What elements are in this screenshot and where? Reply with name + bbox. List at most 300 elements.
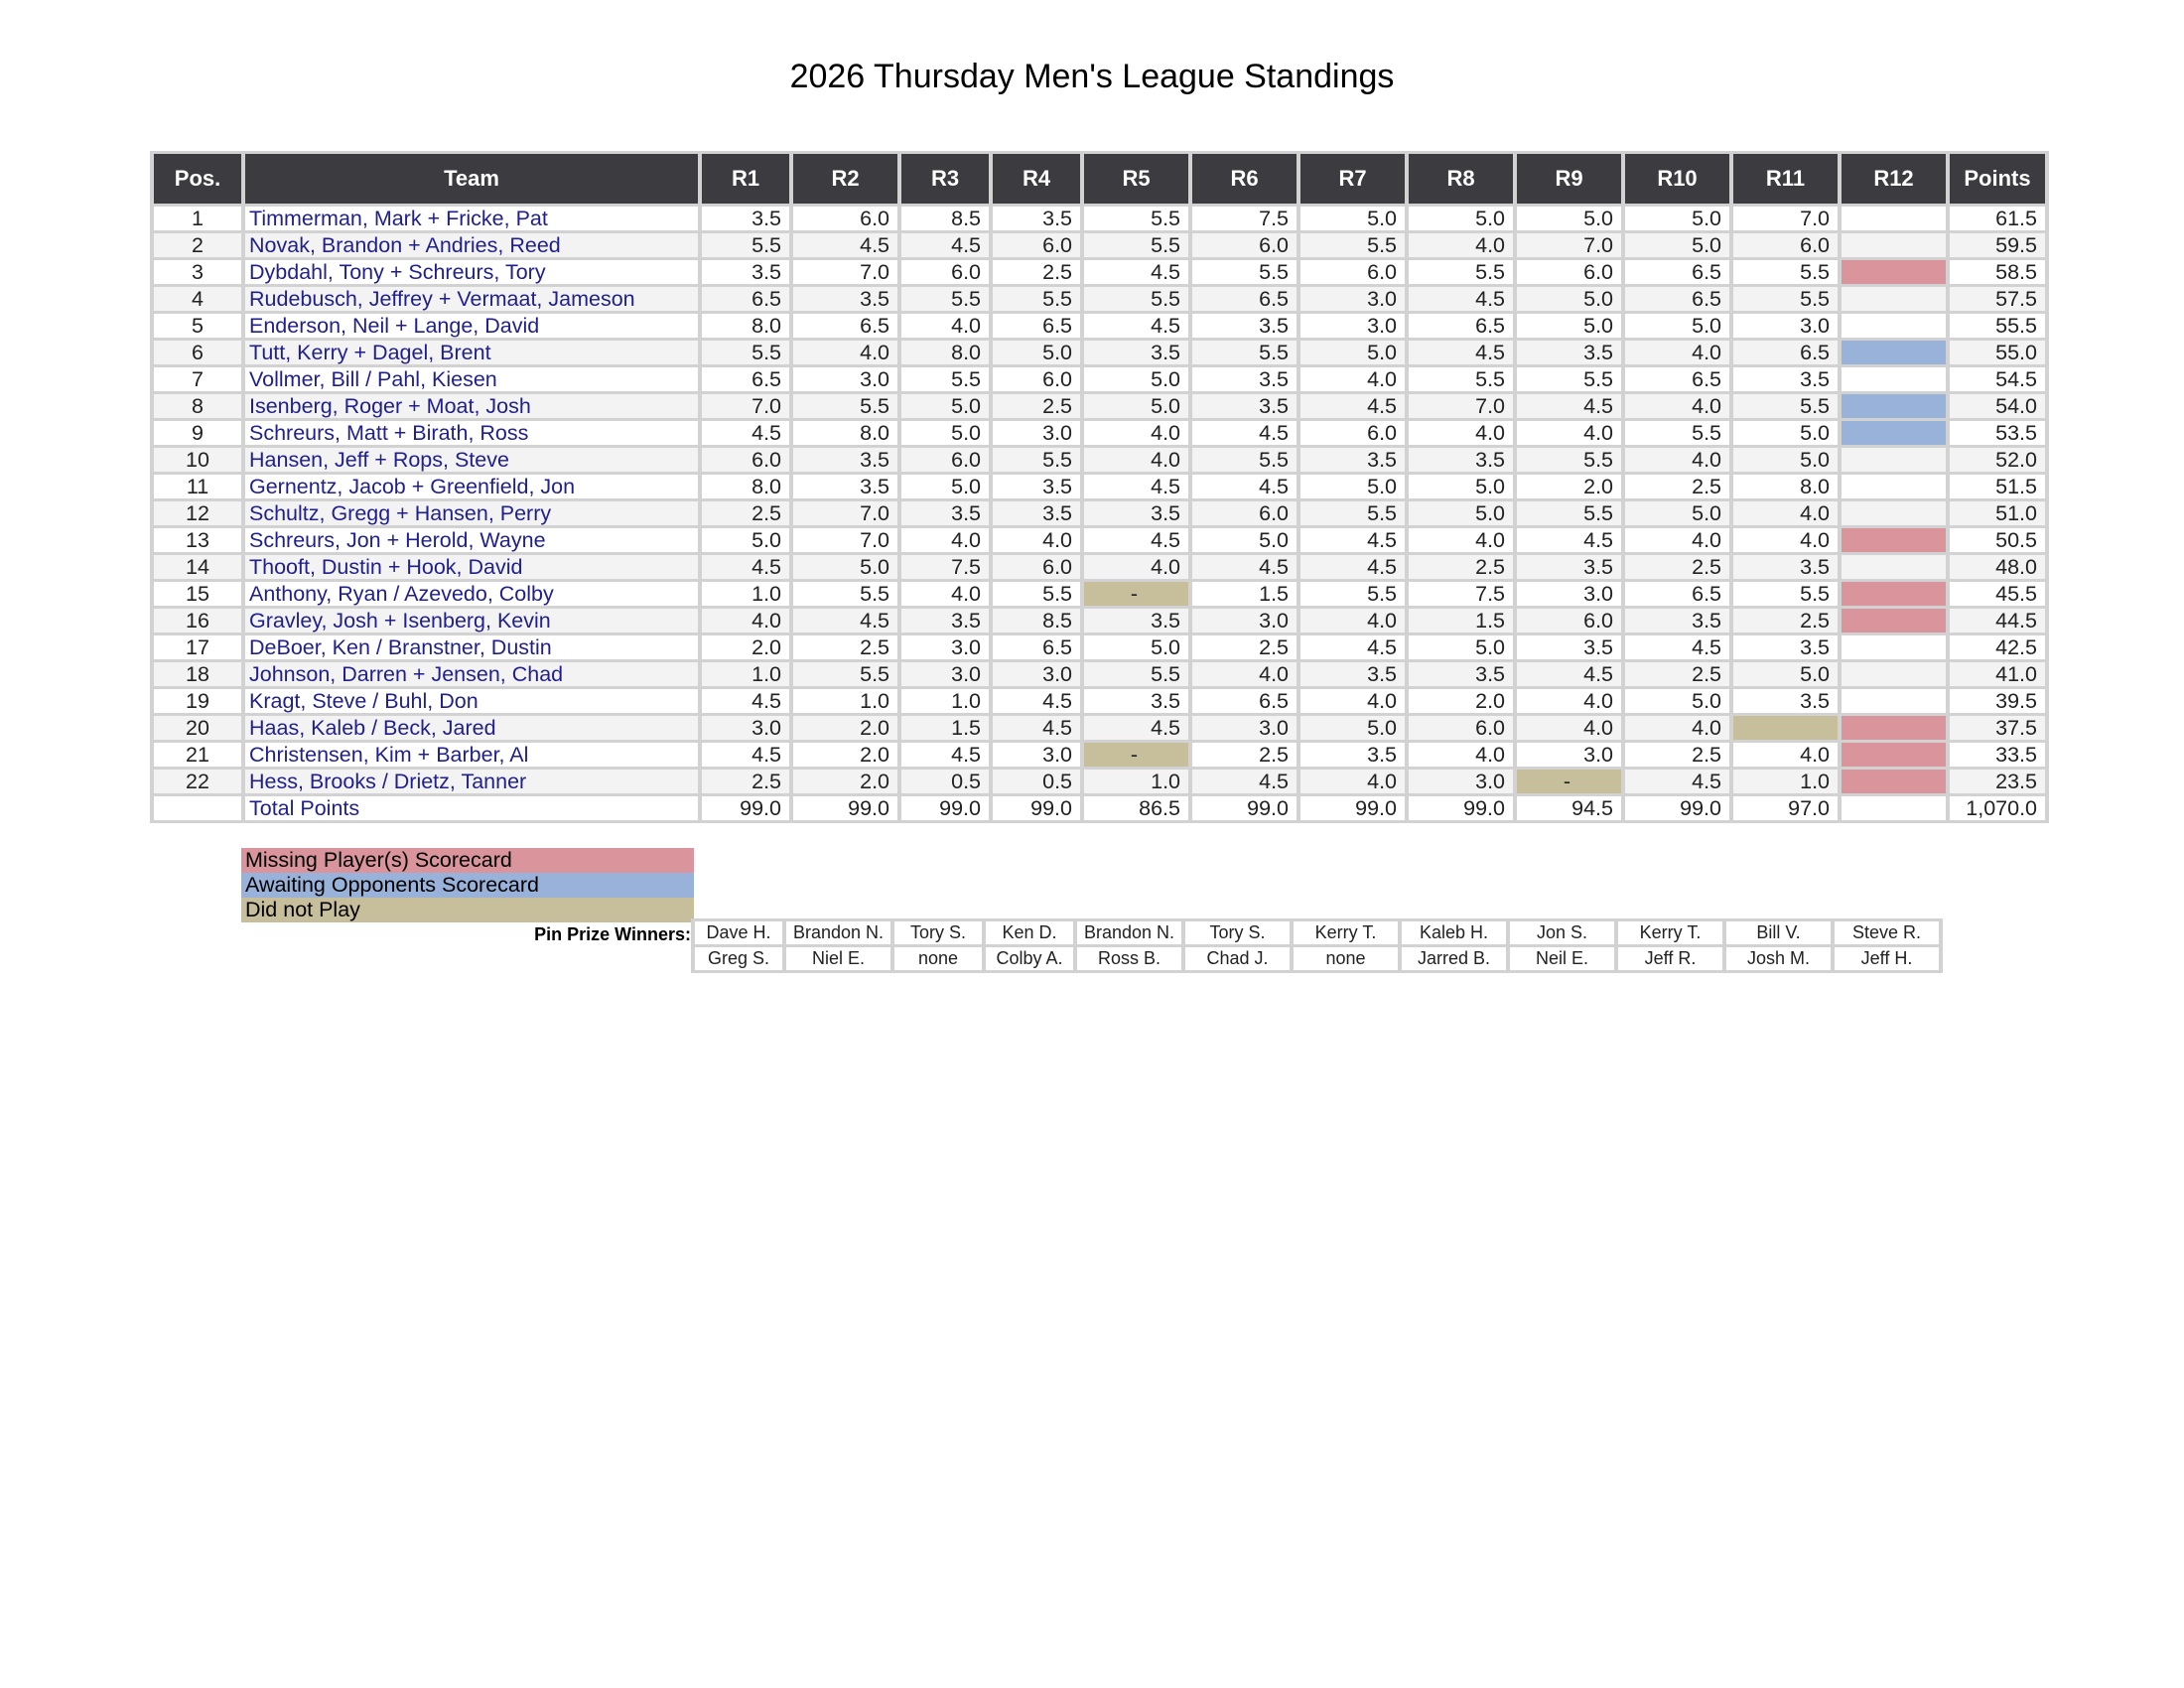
round-score-cell [1842, 314, 1946, 338]
round-score-cell: 3.0 [993, 421, 1080, 445]
round-score-cell: 3.5 [1084, 501, 1188, 525]
round-score-cell: 8.0 [901, 341, 989, 364]
pin-prize-winner: Neil E. [1510, 947, 1614, 970]
position-cell: 22 [154, 770, 241, 793]
round-score-cell: 3.5 [1084, 341, 1188, 364]
column-header: R8 [1409, 154, 1513, 204]
table-row [154, 689, 2045, 713]
total-label: Total Points [245, 796, 698, 820]
position-cell: 16 [154, 609, 241, 633]
round-score-cell: 3.5 [1300, 662, 1405, 686]
team-name-cell: Schultz, Gregg + Hansen, Perry [245, 501, 698, 525]
round-score-cell: 6.5 [1192, 689, 1297, 713]
round-score-cell: 5.0 [1625, 314, 1729, 338]
round-score-cell: 4.0 [1300, 367, 1405, 391]
round-score-cell: 6.0 [1300, 421, 1405, 445]
round-score-cell: 3.5 [1517, 341, 1621, 364]
round-score-cell: 6.0 [993, 233, 1080, 257]
column-header: R9 [1517, 154, 1621, 204]
points-cell: 48.0 [1950, 555, 2045, 579]
round-score-cell: 2.0 [702, 635, 789, 659]
pin-prize-winner: Chad J. [1185, 947, 1290, 970]
round-score-cell: 4.0 [1300, 770, 1405, 793]
round-score-cell: - [1517, 770, 1621, 793]
round-score-cell: 4.5 [1300, 528, 1405, 552]
round-score-cell: 5.0 [1409, 635, 1513, 659]
round-score-cell: 4.5 [702, 421, 789, 445]
round-score-cell: 3.5 [1084, 689, 1188, 713]
round-score-cell: 4.0 [1517, 716, 1621, 740]
round-score-cell: 4.0 [1409, 421, 1513, 445]
round-score-cell: 6.0 [1192, 233, 1297, 257]
points-cell: 45.5 [1950, 582, 2045, 606]
round-score-cell: 5.0 [1300, 475, 1405, 498]
round-score-cell: 4.0 [1300, 689, 1405, 713]
round-score-cell: 6.0 [1733, 233, 1838, 257]
round-score-cell: 1.0 [702, 662, 789, 686]
round-score-cell: 1.5 [1409, 609, 1513, 633]
position-cell: 13 [154, 528, 241, 552]
round-score-cell: 5.0 [793, 555, 897, 579]
round-score-cell: 4.5 [1192, 475, 1297, 498]
round-score-cell: 4.0 [1084, 555, 1188, 579]
round-score-cell: 4.5 [1084, 260, 1188, 284]
team-name-cell: Johnson, Darren + Jensen, Chad [245, 662, 698, 686]
round-score-cell: 2.5 [1625, 475, 1729, 498]
pin-prize-label: Pin Prize Winners: [534, 924, 691, 944]
round-score-cell: 3.0 [901, 662, 989, 686]
round-score-cell: 3.5 [1409, 448, 1513, 472]
round-score-cell: 5.5 [1733, 287, 1838, 311]
table-row [154, 207, 2045, 230]
round-score-cell [1842, 260, 1946, 284]
round-score-cell: 3.0 [993, 743, 1080, 767]
round-score-cell: 4.0 [1409, 743, 1513, 767]
total-row [154, 796, 2045, 820]
round-score-cell: 4.0 [1625, 528, 1729, 552]
table-row [154, 582, 2045, 606]
round-score-cell: 5.5 [1084, 662, 1188, 686]
position-cell: 17 [154, 635, 241, 659]
round-score-cell: 4.0 [901, 582, 989, 606]
team-name-cell: Anthony, Ryan / Azevedo, Colby [245, 582, 698, 606]
total-round-cell: 99.0 [901, 796, 989, 820]
round-score-cell: 5.5 [1733, 394, 1838, 418]
round-score-cell: 2.0 [793, 770, 897, 793]
pin-prize-winner: Jarred B. [1402, 947, 1506, 970]
team-name-cell: Kragt, Steve / Buhl, Don [245, 689, 698, 713]
table-row [154, 475, 2045, 498]
round-score-cell [1842, 207, 1946, 230]
round-score-cell [1842, 528, 1946, 552]
round-score-cell: 3.5 [1084, 609, 1188, 633]
team-name-cell: Novak, Brandon + Andries, Reed [245, 233, 698, 257]
round-score-cell: 5.5 [1192, 448, 1297, 472]
round-score-cell: 3.5 [1733, 689, 1838, 713]
team-name-cell: Schreurs, Jon + Herold, Wayne [245, 528, 698, 552]
round-score-cell: 6.5 [793, 314, 897, 338]
round-score-cell: 5.0 [901, 475, 989, 498]
round-score-cell [1842, 233, 1946, 257]
points-cell: 52.0 [1950, 448, 2045, 472]
pin-prize-winner: Josh M. [1726, 947, 1831, 970]
round-score-cell [1733, 716, 1838, 740]
round-score-cell: 8.0 [1733, 475, 1838, 498]
round-score-cell: 5.5 [1084, 287, 1188, 311]
round-score-cell: 4.5 [901, 743, 989, 767]
round-score-cell: 3.0 [1517, 582, 1621, 606]
total-round-cell: 99.0 [993, 796, 1080, 820]
team-name-cell: Gernentz, Jacob + Greenfield, Jon [245, 475, 698, 498]
pin-prize-winner: Brandon N. [1077, 921, 1181, 944]
round-score-cell: 3.5 [1517, 555, 1621, 579]
round-score-cell: 5.0 [702, 528, 789, 552]
table-row [154, 421, 2045, 445]
table-row [154, 662, 2045, 686]
pin-prize-winner: Jeff R. [1618, 947, 1722, 970]
total-round-cell: 99.0 [1192, 796, 1297, 820]
round-score-cell: 5.0 [1733, 448, 1838, 472]
round-score-cell: 4.0 [901, 314, 989, 338]
round-score-cell: 7.0 [702, 394, 789, 418]
round-score-cell: 2.0 [1409, 689, 1513, 713]
total-round-cell: 99.0 [1409, 796, 1513, 820]
legend-item-dnp: Did not Play [241, 898, 694, 922]
round-score-cell: 3.5 [1733, 555, 1838, 579]
round-score-cell: 6.5 [1625, 367, 1729, 391]
round-score-cell: 4.5 [1409, 287, 1513, 311]
round-score-cell: 6.5 [702, 287, 789, 311]
round-score-cell: 6.5 [1733, 341, 1838, 364]
legend-item-awaiting: Awaiting Opponents Scorecard [241, 873, 694, 898]
round-score-cell: 5.0 [1517, 207, 1621, 230]
column-header: R1 [702, 154, 789, 204]
position-cell: 14 [154, 555, 241, 579]
round-score-cell: 5.0 [1084, 635, 1188, 659]
position-cell: 1 [154, 207, 241, 230]
round-score-cell: 1.5 [1192, 582, 1297, 606]
round-score-cell: 4.5 [1192, 555, 1297, 579]
total-round-cell: 99.0 [702, 796, 789, 820]
round-score-cell: 4.5 [1084, 528, 1188, 552]
position-cell: 12 [154, 501, 241, 525]
round-score-cell: 4.0 [1409, 233, 1513, 257]
round-score-cell: 2.5 [1733, 609, 1838, 633]
round-score-cell: 5.0 [901, 394, 989, 418]
round-score-cell [1842, 635, 1946, 659]
round-score-cell: 4.0 [1625, 341, 1729, 364]
round-score-cell: 3.0 [702, 716, 789, 740]
round-score-cell: 5.0 [1300, 207, 1405, 230]
points-cell: 51.0 [1950, 501, 2045, 525]
table-row [154, 770, 2045, 793]
points-cell: 33.5 [1950, 743, 2045, 767]
round-score-cell: 5.5 [793, 582, 897, 606]
round-score-cell: 4.5 [1517, 528, 1621, 552]
pin-prize-winner: Colby A. [986, 947, 1073, 970]
pin-prize-winner: Tory S. [1185, 921, 1290, 944]
round-score-cell: 4.5 [1084, 716, 1188, 740]
round-score-cell: 5.5 [793, 662, 897, 686]
pin-prize-winner: Jon S. [1510, 921, 1614, 944]
pin-prize-row [695, 921, 1939, 944]
points-cell: 50.5 [1950, 528, 2045, 552]
round-score-cell: 5.5 [993, 448, 1080, 472]
round-score-cell: 7.0 [1409, 394, 1513, 418]
round-score-cell: 3.0 [1517, 743, 1621, 767]
round-score-cell: 5.5 [1192, 260, 1297, 284]
column-header: R12 [1842, 154, 1946, 204]
round-score-cell: 5.5 [993, 287, 1080, 311]
position-cell: 3 [154, 260, 241, 284]
position-cell: 20 [154, 716, 241, 740]
round-score-cell [1842, 421, 1946, 445]
round-score-cell: 5.5 [1300, 501, 1405, 525]
round-score-cell [1842, 609, 1946, 633]
team-name-cell: Gravley, Josh + Isenberg, Kevin [245, 609, 698, 633]
column-header: Pos. [154, 154, 241, 204]
round-score-cell: 6.0 [1517, 260, 1621, 284]
round-score-cell: 4.0 [1409, 528, 1513, 552]
pin-prize-winner: Dave H. [695, 921, 782, 944]
round-score-cell: 5.0 [1517, 287, 1621, 311]
round-score-cell: 5.0 [1192, 528, 1297, 552]
round-score-cell: 0.5 [901, 770, 989, 793]
round-score-cell: 5.5 [1517, 501, 1621, 525]
round-score-cell [1842, 716, 1946, 740]
round-score-cell: 2.5 [1625, 555, 1729, 579]
round-score-cell: 6.0 [901, 448, 989, 472]
round-score-cell [1842, 555, 1946, 579]
round-score-cell: - [1084, 582, 1188, 606]
round-score-cell: 6.5 [993, 635, 1080, 659]
table-row [154, 448, 2045, 472]
round-score-cell: 3.0 [793, 367, 897, 391]
round-score-cell: 3.0 [1192, 716, 1297, 740]
round-score-cell: 2.5 [702, 501, 789, 525]
header-row [154, 154, 2045, 204]
round-score-cell [1842, 394, 1946, 418]
round-score-cell: 4.5 [1084, 314, 1188, 338]
round-score-cell [1842, 662, 1946, 686]
round-score-cell: 3.5 [1625, 609, 1729, 633]
round-score-cell: 1.0 [1733, 770, 1838, 793]
round-score-cell: 3.5 [702, 260, 789, 284]
round-score-cell: 6.5 [1625, 260, 1729, 284]
pin-prize-winner: none [1294, 947, 1398, 970]
table-row [154, 287, 2045, 311]
column-header: R11 [1733, 154, 1838, 204]
table-row [154, 314, 2045, 338]
round-score-cell: 6.0 [793, 207, 897, 230]
points-cell: 44.5 [1950, 609, 2045, 633]
round-score-cell: 8.0 [702, 475, 789, 498]
points-cell: 41.0 [1950, 662, 2045, 686]
round-score-cell: 4.5 [1517, 394, 1621, 418]
column-header: Team [245, 154, 698, 204]
points-cell: 53.5 [1950, 421, 2045, 445]
round-score-cell: 2.5 [1192, 635, 1297, 659]
round-score-cell: 4.0 [1625, 394, 1729, 418]
team-name-cell: Rudebusch, Jeffrey + Vermaat, Jameson [245, 287, 698, 311]
round-score-cell: 5.0 [1084, 367, 1188, 391]
round-score-cell: 7.0 [1733, 207, 1838, 230]
table-row [154, 367, 2045, 391]
column-header: R2 [793, 154, 897, 204]
team-name-cell: Isenberg, Roger + Moat, Josh [245, 394, 698, 418]
round-score-cell: 2.5 [1625, 743, 1729, 767]
round-score-cell: 2.5 [993, 260, 1080, 284]
team-name-cell: Hansen, Jeff + Rops, Steve [245, 448, 698, 472]
round-score-cell: 3.5 [1517, 635, 1621, 659]
round-score-cell: 4.5 [1625, 770, 1729, 793]
table-row [154, 528, 2045, 552]
pin-prize-winner: Niel E. [786, 947, 890, 970]
page-title: 2026 Thursday Men's League Standings [789, 58, 1395, 95]
round-score-cell: 2.0 [1517, 475, 1621, 498]
round-score-cell: 5.0 [1409, 501, 1513, 525]
table-row [154, 394, 2045, 418]
points-cell: 57.5 [1950, 287, 2045, 311]
round-score-cell: 4.5 [702, 689, 789, 713]
points-cell: 37.5 [1950, 716, 2045, 740]
table-row [154, 743, 2045, 767]
round-score-cell: 6.5 [993, 314, 1080, 338]
points-cell: 51.5 [1950, 475, 2045, 498]
round-score-cell: 8.5 [993, 609, 1080, 633]
round-score-cell: 3.0 [1409, 770, 1513, 793]
round-score-cell: 6.0 [993, 555, 1080, 579]
round-score-cell: 1.5 [901, 716, 989, 740]
round-score-cell: 0.5 [993, 770, 1080, 793]
round-score-cell: 2.5 [793, 635, 897, 659]
round-score-cell: 5.5 [1300, 233, 1405, 257]
round-score-cell: 5.0 [1625, 501, 1729, 525]
round-score-cell: 3.5 [993, 207, 1080, 230]
round-score-cell: 6.0 [993, 367, 1080, 391]
column-header: R7 [1300, 154, 1405, 204]
round-score-cell: 3.5 [793, 448, 897, 472]
round-score-cell: 4.5 [1192, 770, 1297, 793]
round-score-cell: - [1084, 743, 1188, 767]
pin-prize-winner: Jeff H. [1835, 947, 1939, 970]
table-row [154, 260, 2045, 284]
round-score-cell: 4.0 [1517, 421, 1621, 445]
round-score-cell: 6.5 [1625, 582, 1729, 606]
column-header: R5 [1084, 154, 1188, 204]
round-score-cell: 4.0 [1084, 421, 1188, 445]
pin-prize-winner: Kaleb H. [1402, 921, 1506, 944]
team-name-cell: Thooft, Dustin + Hook, David [245, 555, 698, 579]
column-header: R3 [901, 154, 989, 204]
points-cell: 58.5 [1950, 260, 2045, 284]
table-row [154, 716, 2045, 740]
round-score-cell: 4.5 [993, 716, 1080, 740]
round-score-cell: 6.0 [1517, 609, 1621, 633]
total-round-cell: 94.5 [1517, 796, 1621, 820]
points-cell: 54.5 [1950, 367, 2045, 391]
round-score-cell: 5.5 [793, 394, 897, 418]
round-score-cell: 5.5 [1084, 207, 1188, 230]
round-score-cell: 5.5 [702, 341, 789, 364]
round-score-cell: 3.0 [901, 635, 989, 659]
round-score-cell: 3.5 [1300, 743, 1405, 767]
round-score-cell: 5.0 [1517, 314, 1621, 338]
table-row [154, 635, 2045, 659]
round-score-cell: 4.0 [1300, 609, 1405, 633]
position-cell: 5 [154, 314, 241, 338]
round-score-cell: 8.0 [793, 421, 897, 445]
round-score-cell: 1.0 [793, 689, 897, 713]
round-score-cell: 3.5 [1192, 367, 1297, 391]
round-score-cell: 6.0 [1409, 716, 1513, 740]
team-name-cell: Timmerman, Mark + Fricke, Pat [245, 207, 698, 230]
round-score-cell: 3.5 [1733, 367, 1838, 391]
round-score-cell: 6.0 [702, 448, 789, 472]
round-score-cell: 4.0 [901, 528, 989, 552]
round-score-cell: 4.5 [1625, 635, 1729, 659]
pin-prize-winner: Kerry T. [1294, 921, 1398, 944]
round-score-cell: 2.5 [1409, 555, 1513, 579]
round-score-cell: 6.5 [1409, 314, 1513, 338]
round-score-cell: 3.5 [1192, 314, 1297, 338]
round-score-cell: 5.0 [1300, 716, 1405, 740]
round-score-cell: 5.0 [1084, 394, 1188, 418]
round-score-cell [1842, 367, 1946, 391]
pin-prize-winner: Bill V. [1726, 921, 1831, 944]
round-score-cell: 4.5 [1300, 394, 1405, 418]
round-score-cell: 5.0 [1625, 233, 1729, 257]
legend-item-missing: Missing Player(s) Scorecard [241, 848, 694, 873]
round-score-cell: 5.5 [993, 582, 1080, 606]
pin-prize-winner: Ken D. [986, 921, 1073, 944]
round-score-cell: 7.0 [1517, 233, 1621, 257]
round-score-cell: 4.5 [1300, 555, 1405, 579]
pin-prize-winner: Kerry T. [1618, 921, 1722, 944]
round-score-cell: 5.5 [1517, 367, 1621, 391]
position-cell: 15 [154, 582, 241, 606]
position-cell: 9 [154, 421, 241, 445]
round-score-cell: 8.0 [702, 314, 789, 338]
round-score-cell: 5.5 [1733, 260, 1838, 284]
round-score-cell: 5.5 [901, 287, 989, 311]
round-score-cell: 4.0 [1733, 501, 1838, 525]
table-row [154, 341, 2045, 364]
round-score-cell: 2.5 [993, 394, 1080, 418]
table-row [154, 609, 2045, 633]
team-name-cell: Tutt, Kerry + Dagel, Brent [245, 341, 698, 364]
position-cell: 7 [154, 367, 241, 391]
round-score-cell: 5.5 [1625, 421, 1729, 445]
team-name-cell: Hess, Brooks / Drietz, Tanner [245, 770, 698, 793]
total-round-cell: 86.5 [1084, 796, 1188, 820]
round-score-cell: 4.0 [793, 341, 897, 364]
round-score-cell: 3.5 [702, 207, 789, 230]
round-score-cell: 4.5 [901, 233, 989, 257]
round-score-cell: 4.5 [1192, 421, 1297, 445]
total-round-cell: 99.0 [1625, 796, 1729, 820]
round-score-cell: 5.0 [1733, 662, 1838, 686]
team-name-cell: Schreurs, Matt + Birath, Ross [245, 421, 698, 445]
round-score-cell: 2.0 [793, 743, 897, 767]
round-score-cell: 1.0 [702, 582, 789, 606]
round-score-cell: 2.5 [702, 770, 789, 793]
points-cell: 23.5 [1950, 770, 2045, 793]
round-score-cell: 3.0 [1192, 609, 1297, 633]
points-cell: 42.5 [1950, 635, 2045, 659]
column-header: R4 [993, 154, 1080, 204]
total-points-cell: 1,070.0 [1950, 796, 2045, 820]
